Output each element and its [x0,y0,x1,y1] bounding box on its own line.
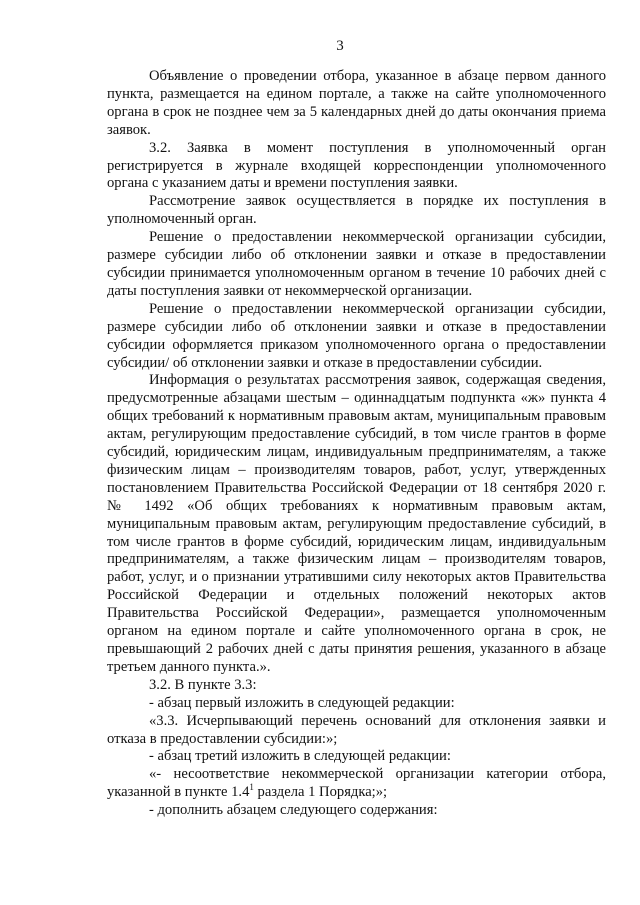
superscript: 1 [249,782,254,793]
paragraph-text: раздела 1 Порядка;»; [253,784,388,801]
paragraph: «3.3. Исчерпывающий перечень оснований для отклонения заявки и отказа в предоставлении субсидии:»; [107,712,606,747]
paragraph: Объявление о проведении отбора, указанное в абзаце первом данного пункта, размещается на едином портале, а также на сайте уполномоченного органа в срок не позднее чем за 5 календарных дней до даты окончания приема заявок. [107,68,606,138]
paragraph: Рассмотрение заявок осуществляется в порядке их поступления в уполномоченный орган. [107,193,606,228]
paragraph: 3.2. В пункте 3.3: [149,676,257,693]
paragraph: 3.2. Заявка в момент поступления в уполномоченный орган регистрируется в журнале входящей корреспонденции уполномоченного органа с указанием даты и времени поступления заявки. [107,139,606,192]
paragraph: - абзац третий изложить в следующей редакции: [149,748,451,765]
paragraph: - абзац первый изложить в следующей редакции: [149,694,455,711]
paragraph-text: «- несоответствие некоммерческой организации категории отбора, указанной в пункте 1.4 [107,766,606,801]
paragraph-with-superscript [107,766,606,802]
paragraph: Информация о результатах рассмотрения заявок, содержащая сведения, предусмотренные абзацами шестым – одиннадцатым подпункта «ж» пункта 4 общих требований к нормативным правовым актам, муниципальным правовым актам, регулирующим предоставление субсидий, в том числе грантов в форме субсидий, юридическим лицам, индивидуальным предпринимателям, а также физическим лицам – производителям товаров, работ, услуг, утвержденных постановлением Правительства Российской Федерации от 18 сентября 2020 г. № 1492 «Об общих требованиях к нормативным правовым актам, муниципальным правовым актам, регулирующим предоставление субсидий, в том числе грантов в форме субсидий, юридическим лицам, индивидуальным предпринимателям, а также физическим лицам – производителям товаров, работ, услуг, и о признании утратившими силу некоторых актов Правительства Российской Федерации и отдельных положений некоторых актов Правительства Российской Федерации», размещается уполномоченным органом на едином портале и сайте уполномоченного органа в срок, не превышающий 2 рабочих дней с даты принятия решения, указанного в абзаце третьем данного пункта.». [107,372,606,675]
page-number: 3 [336,38,344,54]
paragraph: Решение о предоставлении некоммерческой организации субсидии, размере субсидии либо об отклонении заявки и отказе в предоставлении субсидии принимается уполномоченным органом в течение 10 рабочих дней с даты поступления заявки от некоммерческой организации. [107,229,606,299]
paragraph: - дополнить абзацем следующего содержания: [149,802,438,819]
paragraph: Решение о предоставлении некоммерческой организации субсидии, размере субсидии либо об отклонении заявки и отказе в предоставлении субсидии оформляется приказом уполномоченного органа о предоставлении субсидии/ об отклонении заявки и отказе в предоставлении субсидии. [107,300,606,371]
